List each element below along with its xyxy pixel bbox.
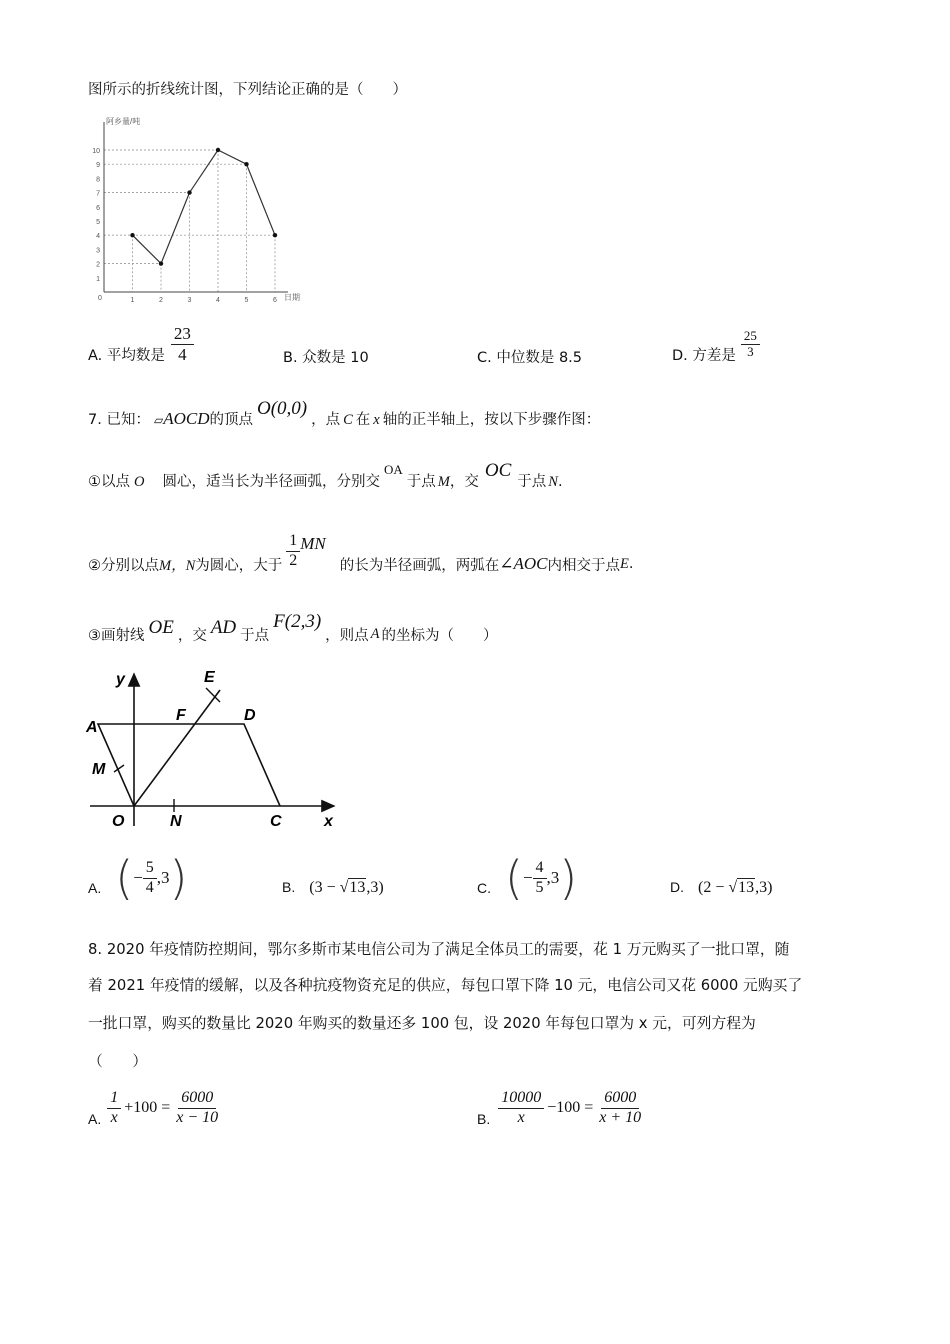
option-b-pre: (3 −	[309, 879, 336, 896]
x-tick-label: 5	[244, 297, 249, 304]
label-n: N	[170, 813, 182, 830]
fraction-numerator: 23	[171, 324, 194, 345]
point-f-coordinate: F(2,3)	[273, 611, 322, 632]
q7-intro-text: 在	[355, 412, 371, 428]
fraction-denominator: x	[110, 1108, 118, 1126]
chart-data-point	[244, 162, 248, 166]
step-text: 于点	[406, 474, 436, 490]
paren-left: (	[505, 851, 523, 905]
ray-oe: OE	[148, 617, 174, 638]
option-letter: D.	[670, 879, 684, 895]
q8-line-3: 一批口罩，购买的数量比 2020 年购买的数量还多 100 包，设 2020 年每包口罩为 x 元，可列方程为	[88, 1015, 756, 1032]
paren-right: )	[559, 851, 578, 905]
step-text: 的长为半径画弧，两弧在	[339, 557, 500, 574]
segment-mn: MN	[300, 534, 326, 553]
fraction-numerator: 1	[107, 1089, 121, 1108]
step-text: ，交	[177, 627, 207, 644]
point-n: N	[548, 474, 558, 490]
q7-option-b[interactable]	[282, 878, 384, 897]
q8-option-b[interactable]	[477, 1082, 644, 1134]
chart-data-point	[216, 148, 220, 152]
q7-intro	[88, 398, 601, 430]
fraction-denominator: 4	[178, 344, 187, 364]
y-tick-label: 6	[96, 204, 100, 212]
equation-middle: +100 =	[124, 1099, 171, 1116]
sqrt-radicand: 13	[349, 879, 366, 896]
chart-data-point	[273, 233, 277, 237]
points-m-n: M，N	[159, 557, 196, 574]
q8-line-1: 8. 2020 年疫情防控期间，鄂尔多斯市某电信公司为了满足全体员工的需要，花 1 万元购买了一批口罩，随	[88, 941, 790, 958]
sqrt-sign: √	[339, 879, 349, 896]
chart-x-axis-label: 日期	[284, 293, 300, 302]
parallelogram-aocd	[98, 724, 280, 806]
fraction-numerator: 10000	[498, 1089, 544, 1108]
step-text: 的坐标为（ ）	[381, 627, 498, 644]
y-tick-label: 8	[96, 176, 100, 184]
point-m: M	[437, 474, 450, 490]
chart-data-point	[187, 190, 191, 194]
q7-intro-text: ，点	[311, 412, 341, 428]
label-e: E	[204, 669, 215, 686]
option-c-y: ,3	[546, 868, 560, 887]
chart-y-axis-label: 阿乡量/吨	[106, 117, 141, 126]
fraction-numerator: 1	[286, 532, 300, 551]
q7-option-d[interactable]	[670, 878, 772, 897]
fraction-numerator: 6000	[178, 1089, 216, 1108]
vertex-coordinate: O(0,0)	[256, 398, 308, 419]
q6-option-d[interactable]	[672, 320, 760, 368]
chart-data-point	[159, 261, 163, 265]
x-tick-label: 2	[159, 297, 163, 304]
minus-sign: −	[522, 868, 533, 887]
option-a-left-fraction	[107, 1089, 121, 1127]
option-letter: C.	[477, 880, 491, 896]
chart-origin-label: 0	[98, 295, 102, 302]
q6-option-a-label: A. 平均数是	[88, 347, 165, 364]
fraction-denominator: x − 10	[176, 1108, 219, 1126]
segment-ad: AD	[210, 617, 237, 638]
option-b-post: ,3)	[366, 879, 384, 896]
label-c: C	[270, 813, 282, 830]
option-letter: A.	[88, 880, 102, 896]
label-d: D	[244, 707, 256, 724]
option-b-right-fraction	[596, 1089, 644, 1127]
fraction-denominator: 3	[747, 343, 754, 359]
fraction-denominator: x + 10	[599, 1108, 642, 1126]
q7-option-c[interactable]	[477, 850, 577, 906]
q6-line-chart	[88, 112, 318, 310]
y-tick-label: 2	[96, 261, 100, 269]
minus-sign: −	[133, 868, 143, 887]
fraction-numerator: 5	[143, 859, 157, 878]
option-a-right-fraction	[173, 1089, 221, 1127]
chart-data-point	[130, 233, 134, 237]
option-letter: B.	[477, 1111, 491, 1127]
angle-aoc: ∠AOC	[499, 554, 548, 573]
step-text: ，则点	[325, 627, 369, 644]
step-text: 为圆心，大于	[195, 557, 283, 574]
q7-option-a[interactable]	[88, 850, 187, 906]
option-letter: A.	[88, 1111, 102, 1127]
step-text: .	[628, 556, 634, 572]
option-d-pre: (2 −	[698, 879, 725, 896]
option-letter: B.	[282, 879, 296, 895]
y-tick-label: 9	[96, 162, 100, 170]
q6-stem: 图所示的折线统计图，下列结论正确的是（ ）	[88, 82, 407, 98]
fraction-numerator: 25	[741, 329, 760, 345]
option-b-left-fraction	[498, 1089, 544, 1127]
point-a: A	[370, 625, 380, 642]
x-tick-label: 1	[130, 297, 135, 304]
sqrt-sign: √	[728, 879, 738, 896]
label-y: y	[116, 671, 125, 688]
step-text: ，交	[449, 474, 479, 490]
x-tick-label: 3	[187, 297, 192, 304]
fraction-numerator: 6000	[601, 1089, 639, 1108]
y-tick-label: 5	[96, 219, 100, 226]
x-tick-label: 4	[216, 297, 220, 304]
y-tick-label: 4	[96, 233, 100, 241]
q6-option-a[interactable]	[88, 318, 194, 370]
option-a-y: ,3	[156, 868, 170, 887]
step-text: 于点	[240, 627, 270, 644]
q6-option-c[interactable]: C. 中位数是 8.5	[477, 350, 583, 366]
step-text: .	[557, 474, 563, 490]
label-f: F	[176, 707, 186, 724]
q8-option-a[interactable]	[88, 1082, 221, 1134]
paren-left: (	[115, 851, 134, 905]
q6-option-d-fraction	[741, 329, 760, 360]
label-a: A	[86, 719, 98, 736]
point-e: E	[620, 555, 629, 572]
step-text: ③画射线	[88, 627, 145, 644]
fraction-numerator: 4	[533, 859, 547, 878]
point-c: C	[343, 412, 353, 428]
step-text: 圆心，适当长为半径画弧，分别交	[162, 474, 380, 490]
q6-option-a-fraction	[171, 324, 194, 364]
y-tick-label: 7	[96, 190, 100, 198]
paren-right: )	[169, 851, 188, 905]
q7-intro-text: 轴的正半轴上，按以下步骤作图：	[382, 412, 601, 428]
x-tick-label: 6	[273, 297, 277, 304]
option-d-post: ,3)	[755, 879, 773, 896]
option-a-fraction	[143, 859, 157, 897]
parallelogram-symbol: ▱	[153, 413, 164, 427]
q7-intro-text: 7. 已知：	[88, 412, 150, 428]
x-axis-name: x	[373, 412, 380, 428]
label-o: O	[112, 813, 125, 830]
q8-line-2: 着 2021 年疫情的缓解，以及各种抗疫物资充足的供应，每包口罩下降 10 元，电信公司又花 6000 元购买了	[88, 977, 803, 994]
equation-middle: −100 =	[547, 1099, 594, 1116]
q7-intro-text: 的顶点	[209, 412, 253, 428]
label-m: M	[92, 761, 106, 778]
parallelogram-name: AOCD	[163, 409, 210, 428]
step-text: 于点	[517, 474, 547, 490]
q6-option-b[interactable]: B. 众数是 10	[283, 350, 369, 366]
step-text: 内相交于点	[547, 557, 620, 574]
segment-oa: OA	[383, 462, 403, 477]
step-text: ②分别以点	[88, 557, 159, 574]
q7-step3	[88, 606, 498, 650]
q7-step2	[88, 522, 633, 584]
label-x: x	[324, 813, 333, 830]
option-c-fraction	[533, 859, 547, 897]
y-tick-label: 1	[96, 275, 100, 283]
q7-step1	[88, 460, 563, 492]
half-fraction	[286, 532, 300, 570]
fraction-denominator: 5	[535, 878, 544, 896]
segment-oc: OC	[484, 460, 512, 481]
fraction-denominator: x	[517, 1108, 525, 1126]
y-tick-label: 10	[92, 148, 100, 155]
q6-option-d-label: D. 方差是	[672, 347, 736, 364]
step-text: ①以点	[88, 474, 130, 490]
q8-line-4: （ ）	[88, 1053, 148, 1070]
point-o: O	[134, 474, 145, 490]
chart-series-line	[133, 150, 276, 264]
sqrt-radicand: 13	[738, 879, 755, 896]
fraction-denominator: 4	[145, 878, 154, 896]
y-tick-label: 3	[96, 247, 100, 255]
q7-geometry-figure	[84, 662, 354, 834]
fraction-denominator: 2	[289, 551, 298, 569]
